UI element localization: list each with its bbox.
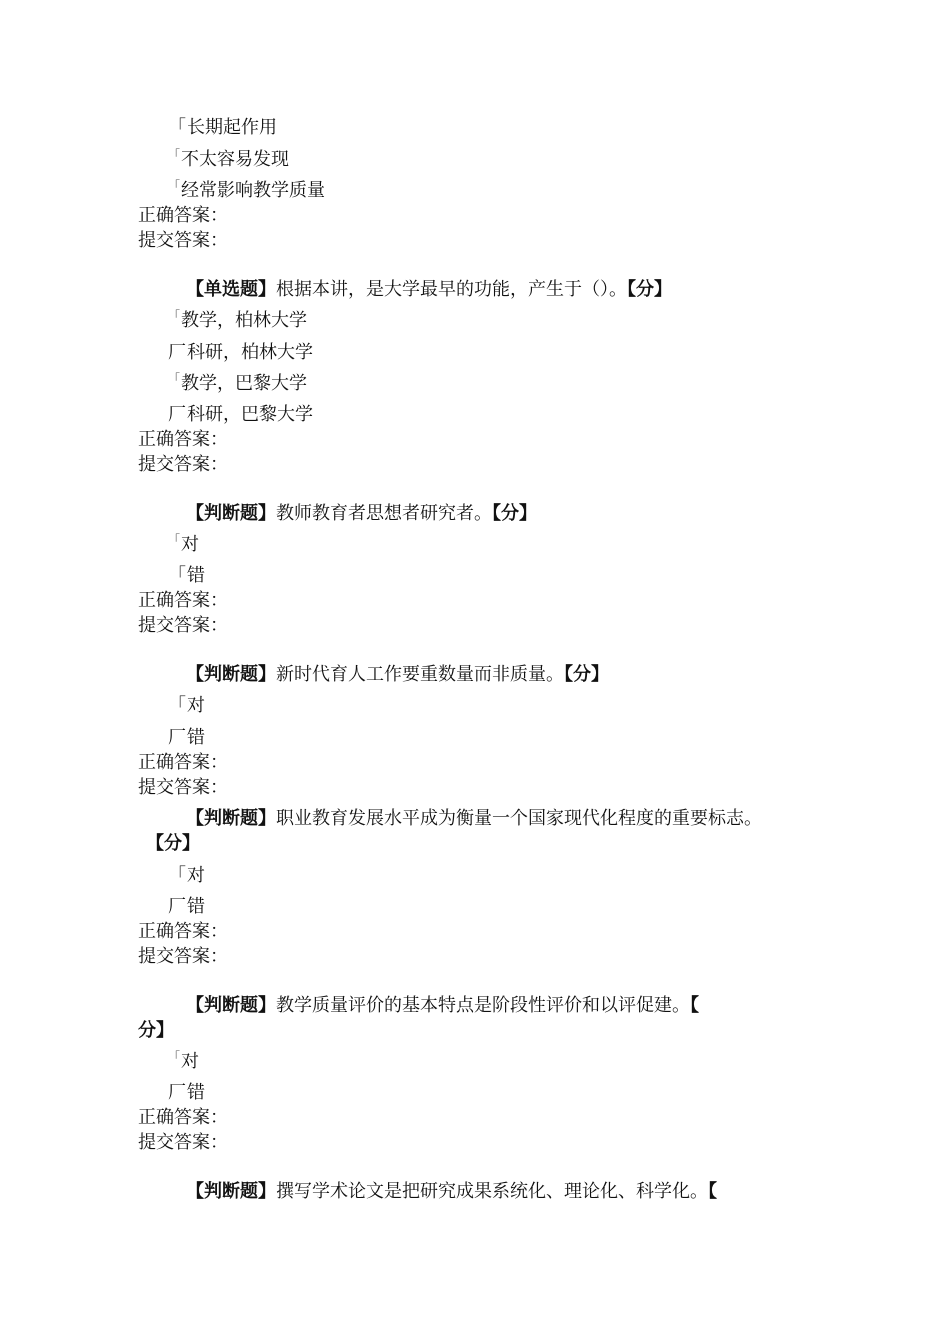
question-heading (186, 278, 672, 302)
correct-answer-label: 正确答案： (138, 429, 228, 450)
option-label: 错 (187, 896, 205, 917)
radio-icon[interactable]: 「 (168, 309, 181, 323)
radio-icon[interactable]: 厂 (168, 727, 186, 748)
question-heading-wrap (138, 1019, 174, 1043)
question-heading (186, 1180, 717, 1204)
option-label: 教学，巴黎大学 (181, 373, 308, 394)
radio-icon[interactable]: 「 (168, 695, 186, 716)
radio-icon[interactable]: 厂 (168, 1082, 186, 1103)
question-heading (186, 663, 609, 687)
option-row[interactable] (168, 148, 289, 172)
question-heading (186, 807, 762, 831)
submitted-answer-label: 提交答案： (138, 454, 228, 475)
option-label: 长期起作用 (187, 117, 277, 138)
question-heading (186, 994, 699, 1018)
radio-icon[interactable]: 厂 (168, 896, 186, 917)
option-label: 对 (181, 1051, 200, 1072)
option-label: 错 (187, 727, 205, 748)
question-score-open: 【 (690, 995, 699, 1016)
option-label: 经常影响教学质量 (181, 180, 326, 201)
option-row[interactable] (168, 864, 205, 888)
radio-icon[interactable]: 「 (168, 1050, 181, 1064)
option-row[interactable] (168, 403, 313, 427)
question-type: 【判断题】 (186, 664, 276, 685)
radio-icon[interactable]: 厂 (168, 342, 186, 363)
option-row[interactable] (168, 564, 205, 588)
submitted-answer-label: 提交答案： (138, 1132, 228, 1153)
correct-answer-label: 正确答案： (138, 921, 228, 942)
option-label: 对 (187, 695, 205, 716)
option-row[interactable] (168, 179, 325, 203)
option-row[interactable] (168, 1050, 199, 1074)
question-text: 职业教育发展水平成为衡量一个国家现代化程度的重要标志。 (276, 808, 762, 829)
option-label: 错 (187, 565, 205, 586)
option-label: 错 (187, 1082, 205, 1103)
question-type: 【判断题】 (186, 1181, 276, 1202)
question-type: 【判断题】 (186, 995, 276, 1016)
question-heading-wrap (146, 832, 200, 856)
option-label: 对 (181, 534, 200, 555)
question-score: 【分】 (146, 833, 200, 854)
correct-answer-label: 正确答案： (138, 752, 228, 773)
submitted-answer-label: 提交答案： (138, 946, 228, 967)
question-score-open: 【 (708, 1181, 717, 1202)
option-row[interactable] (168, 726, 205, 750)
radio-icon[interactable]: 「 (168, 865, 186, 886)
question-text: 教师教育者思想者研究者。 (276, 503, 492, 524)
radio-icon[interactable]: 「 (168, 148, 181, 162)
option-label: 对 (187, 865, 205, 886)
question-type: 【判断题】 (186, 808, 276, 829)
submitted-answer-label: 提交答案： (138, 777, 228, 798)
option-row[interactable] (168, 694, 205, 718)
option-label: 科研，柏林大学 (187, 342, 313, 363)
radio-icon[interactable]: 「 (168, 117, 186, 138)
question-type: 【判断题】 (186, 503, 276, 524)
option-row[interactable] (168, 341, 313, 365)
radio-icon[interactable]: 「 (168, 372, 181, 386)
option-row[interactable] (168, 116, 277, 140)
option-row[interactable] (168, 895, 205, 919)
option-row[interactable] (168, 372, 307, 396)
question-text: 根据本讲，是大学最早的功能，产生于（）。 (276, 279, 627, 300)
option-row[interactable] (168, 533, 199, 557)
question-text: 教学质量评价的基本特点是阶段性评价和以评促建。 (276, 995, 690, 1016)
radio-icon[interactable]: 「 (168, 179, 181, 193)
question-score: 【分】 (627, 279, 672, 300)
radio-icon[interactable]: 「 (168, 533, 181, 547)
option-label: 教学，柏林大学 (181, 310, 308, 331)
submitted-answer-label: 提交答案： (138, 615, 228, 636)
question-heading (186, 502, 537, 526)
question-score: 【分】 (564, 664, 609, 685)
option-row[interactable] (168, 1081, 205, 1105)
radio-icon[interactable]: 「 (168, 565, 186, 586)
option-row[interactable] (168, 309, 307, 333)
option-label: 科研，巴黎大学 (187, 404, 313, 425)
correct-answer-label: 正确答案： (138, 205, 228, 226)
radio-icon[interactable]: 厂 (168, 404, 186, 425)
option-label: 不太容易发现 (181, 149, 290, 170)
submitted-answer-label: 提交答案： (138, 230, 228, 251)
question-text: 撰写学术论文是把研究成果系统化、理论化、科学化。 (276, 1181, 708, 1202)
question-text: 新时代育人工作要重数量而非质量。 (276, 664, 564, 685)
question-score-close: 分】 (138, 1020, 174, 1041)
question-score: 【分】 (492, 503, 537, 524)
question-type: 【单选题】 (186, 279, 276, 300)
correct-answer-label: 正确答案： (138, 590, 228, 611)
correct-answer-label: 正确答案： (138, 1107, 228, 1128)
